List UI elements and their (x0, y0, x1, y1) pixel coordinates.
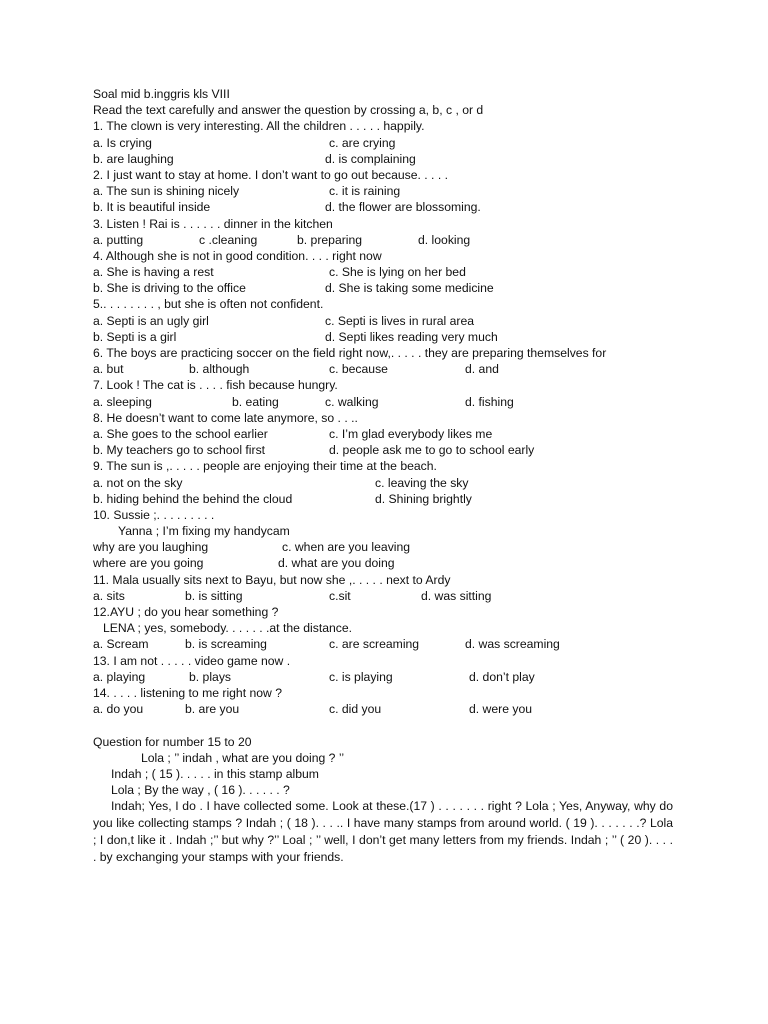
question-4-text: 4. Although she is not in good condition. . . . right now (93, 248, 382, 263)
option-d: d. Shining brightly (375, 491, 472, 506)
exam-document (93, 86, 683, 865)
option-b: b. plays (189, 669, 232, 684)
dialog-line-1 (93, 750, 683, 766)
option-b: b. preparing (297, 232, 363, 247)
question-13 (93, 653, 683, 669)
option-c: c. Septi is lives in rural area (325, 313, 475, 328)
option-b: b. My teachers go to school first (93, 443, 266, 458)
question-9 (93, 458, 683, 474)
option-c: c. when are you leaving (282, 540, 411, 555)
question-11-text: 11. Mala usually sits next to Bayu, but now she ,. . . . . next to Ardy (93, 572, 451, 587)
question-8-options-row-1 (93, 426, 683, 442)
instruction-text: Read the text carefully and answer the question by crossing a, b, c , or d (93, 103, 484, 118)
question-4-options-row-2 (93, 280, 683, 296)
question-9-options-row-1 (93, 475, 683, 491)
option-a: a. not on the sky (93, 475, 183, 490)
question-6-options (93, 361, 683, 377)
question-12-text: 12.AYU ; do you hear something ? (93, 605, 279, 619)
option-a: a. but (93, 362, 124, 377)
question-12-options (93, 636, 683, 652)
option-b: b. It is beautiful inside (93, 200, 211, 215)
question-9-options-row-2 (93, 491, 683, 507)
option-a: a. Septi is an ugly girl (93, 313, 209, 328)
question-4 (93, 248, 683, 264)
option-c: c.sit (329, 588, 351, 603)
option-a: a. do you (93, 702, 144, 717)
option-d: d. and (465, 362, 499, 377)
question-12-reply: LENA ; yes, somebody. . . . . . .at the distance. (103, 621, 353, 636)
question-1-text: 1. The clown is very interesting. All the children . . . . . happily. (93, 119, 425, 134)
option-c: c. leaving the sky (375, 475, 469, 490)
question-5-options-row-2 (93, 329, 683, 345)
spacer (93, 717, 683, 733)
question-7-options (93, 394, 683, 410)
option-d: d. what are you doing (278, 556, 395, 571)
question-13-text: 13. I am not . . . . . video game now . (93, 653, 291, 668)
option-d: d. was sitting (421, 588, 492, 603)
question-2-options-row-2 (93, 199, 683, 215)
option-b: b. although (189, 362, 250, 377)
option-d: d. looking (418, 232, 471, 247)
question-1-options-row-2 (93, 151, 683, 167)
option-a: a. playing (93, 669, 146, 684)
option-d: d. She is taking some medicine (325, 281, 494, 296)
question-5-options-row-1 (93, 313, 683, 329)
document-title: Soal mid b.inggris kls VIII (93, 87, 230, 101)
option-c: c. I’m glad everybody likes me (329, 426, 493, 441)
document-title-line (93, 86, 683, 102)
question-3 (93, 216, 683, 232)
question-1-options-row-1 (93, 135, 683, 151)
dialog-lola-1: Lola ; ’’ indah , what are you doing ? ’’ (141, 750, 345, 765)
option-b: where are you going (93, 556, 204, 571)
question-10-reply: Yanna ; I’m fixing my handycam (118, 524, 290, 539)
question-7-text: 7. Look ! The cat is . . . . fish because hungry. (93, 378, 338, 393)
question-10-text: 10. Sussie ;. . . . . . . . . (93, 507, 215, 522)
option-a: a. She is having a rest (93, 265, 214, 280)
option-b: b. is screaming (185, 637, 267, 652)
option-d: d. is complaining (325, 151, 416, 166)
option-c: c. is playing (329, 669, 393, 684)
question-5 (93, 296, 683, 312)
option-c: c. She is lying on her bed (329, 265, 466, 280)
question-13-options (93, 669, 683, 685)
question-8 (93, 410, 683, 426)
question-10 (93, 507, 683, 523)
instruction-line (93, 102, 683, 118)
option-a: a. She goes to the school earlier (93, 426, 268, 441)
option-b: b. are laughing (93, 151, 174, 166)
question-2-options-row-1 (93, 183, 683, 199)
option-d: d. the flower are blossoming. (325, 200, 481, 215)
option-b: b. hiding behind the behind the cloud (93, 491, 293, 506)
option-a: a. putting (93, 232, 144, 247)
option-b: b. Septi is a girl (93, 329, 177, 344)
question-7 (93, 377, 683, 393)
option-c: c. are crying (329, 135, 396, 150)
question-14-text: 14. . . . . listening to me right now ? (93, 685, 283, 700)
question-2-text: 2. I just want to stay at home. I don’t want to go out because. . . . . (93, 167, 448, 182)
question-4-options-row-1 (93, 264, 683, 280)
question-10-options-row-1 (93, 539, 683, 555)
question-8-options-row-2 (93, 442, 683, 458)
option-c: c. are screaming (329, 637, 420, 652)
question-3-options (93, 232, 683, 248)
option-c: c. it is raining (329, 184, 401, 199)
option-b: b. are you (185, 702, 240, 717)
question-6 (93, 345, 683, 361)
option-c: c .cleaning (199, 232, 258, 247)
option-d: d. fishing (465, 394, 514, 409)
option-b: b. She is driving to the office (93, 281, 246, 296)
question-14 (93, 685, 683, 701)
question-10-response (93, 523, 683, 539)
question-5-text: 5.. . . . . . . . , but she is often not confident. (93, 297, 324, 312)
option-c: c. because (329, 362, 388, 377)
option-d: d. were you (469, 702, 533, 717)
option-c: c. walking (325, 394, 379, 409)
dialog-lola-2: Lola ; By the way , ( 16 ). . . . . . ? (111, 783, 290, 798)
option-d: d. people ask me to go to school early (329, 443, 535, 458)
question-14-options (93, 701, 683, 717)
question-1 (93, 118, 683, 134)
dialog-header: Question for number 15 to 20 (93, 734, 252, 749)
dialog-line-3 (93, 782, 683, 798)
option-a: a. sits (93, 588, 125, 603)
option-b: b. is sitting (185, 588, 243, 603)
question-8-text: 8. He doesn’t want to come late anymore, so . . .. (93, 410, 358, 425)
option-d: d. Septi likes reading very much (325, 329, 498, 344)
dialog-paragraph: Indah; Yes, I do . I have collected some. Look at these.(17 ) . . . . . . . right ? Lola ; Yes, Anyway, why do you like collecting stamps ? Indah ; ( 18 ). . . .. I have many stamps from around world. ( 19 ). . . . . . .? Lola ; I don,t like it . Indah ;’’ but why ?’’ Loal ; ’’ well, I don’t get many letters from my friends. Indah ; ’’ ( 20 ). . . . . by exchanging your stamps with your friends. (93, 799, 673, 864)
option-a: a. Scream (93, 637, 149, 652)
question-6-text: 6. The boys are practicing soccer on the field right now,. . . . . they are preparing themselves for (93, 346, 607, 360)
option-d: d. was screaming (465, 637, 560, 652)
option-a: why are you laughing (93, 540, 209, 555)
option-b: b. eating (232, 394, 279, 409)
question-3-text: 3. Listen ! Rai is . . . . . . dinner in the kitchen (93, 216, 333, 231)
question-12-response (93, 620, 683, 636)
option-a: a. sleeping (93, 394, 152, 409)
option-d: d. don’t play (469, 669, 535, 684)
question-9-text: 9. The sun is ,. . . . . people are enjoying their time at the beach. (93, 459, 437, 474)
option-a: a. Is crying (93, 135, 152, 150)
question-11 (93, 572, 683, 588)
dialog-header-line (93, 734, 683, 750)
option-c: c. did you (329, 702, 382, 717)
question-12 (93, 604, 683, 620)
question-2 (93, 167, 683, 183)
option-a: a. The sun is shining nicely (93, 184, 240, 199)
dialog-line-2 (93, 766, 683, 782)
question-11-options (93, 588, 683, 604)
dialog-indah-1: Indah ; ( 15 ). . . . . in this stamp album (111, 766, 319, 781)
question-10-options-row-2 (93, 555, 683, 571)
